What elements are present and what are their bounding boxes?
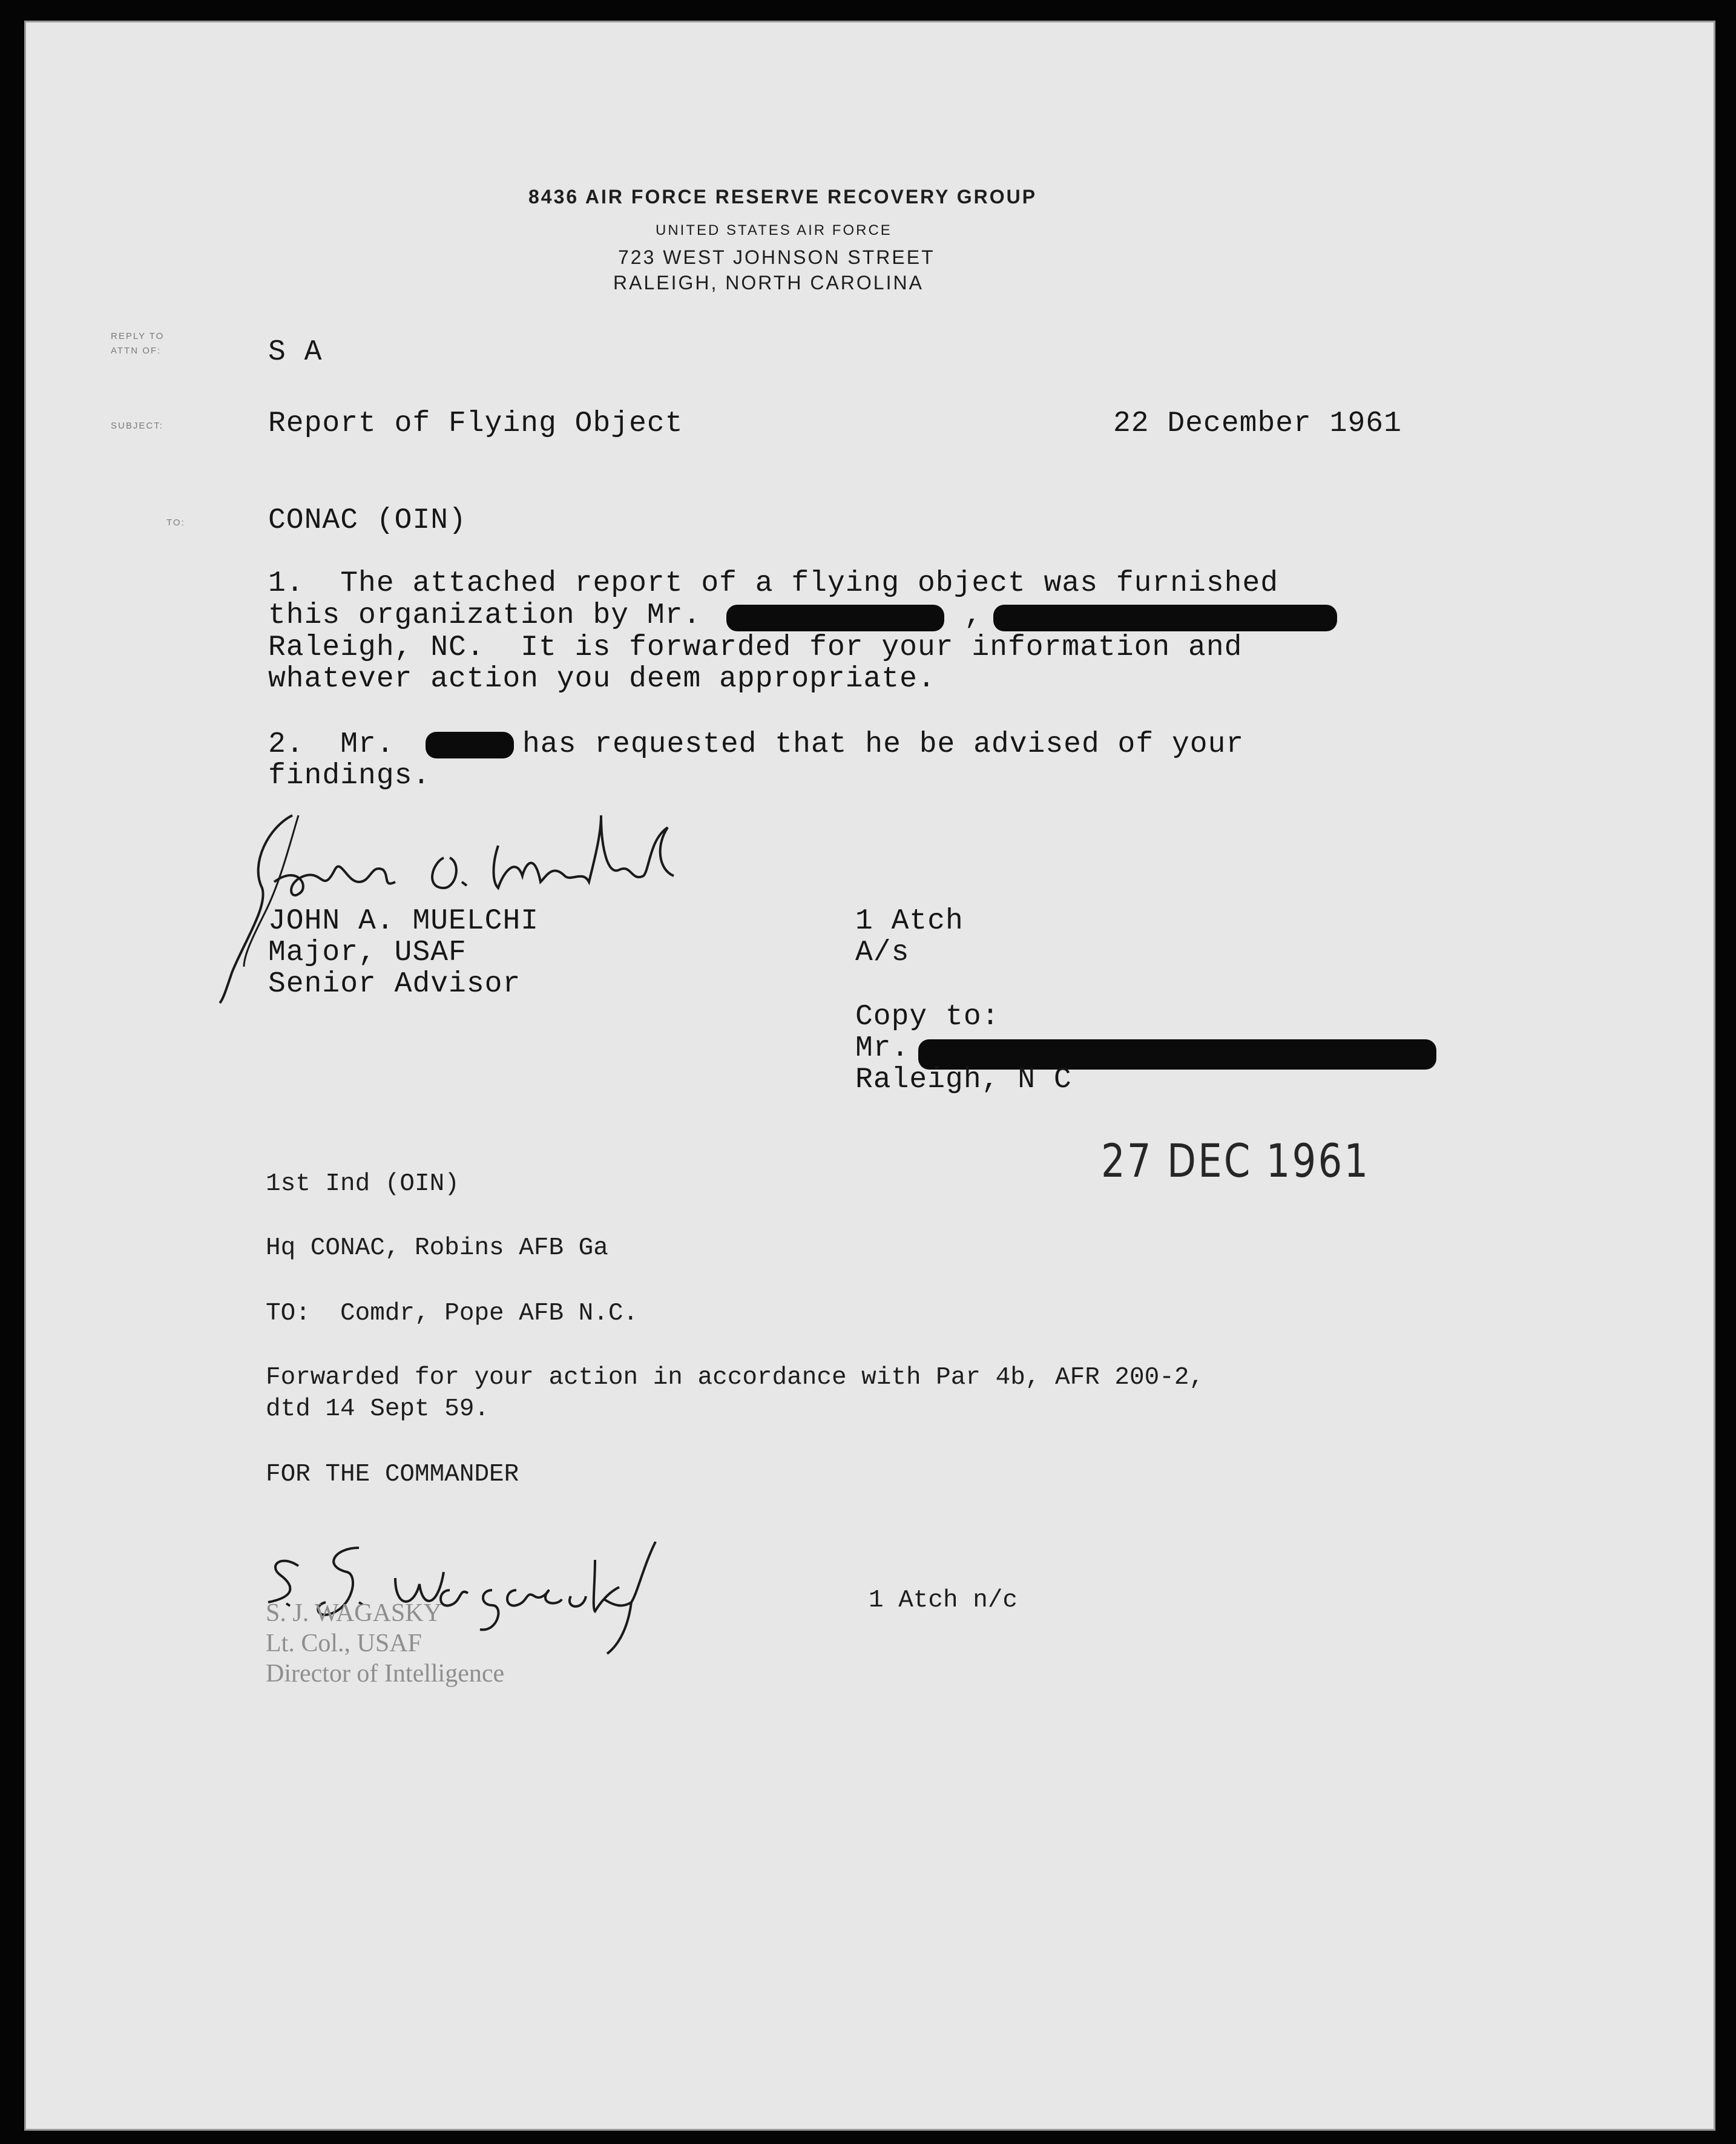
copy-to-label: Copy to: xyxy=(855,1001,1000,1033)
para2-line2: findings. xyxy=(268,760,431,792)
letterhead-unit: 8436 AIR FORCE RESERVE RECOVERY GROUP xyxy=(528,186,1037,208)
para1-line4: whatever action you deem appropriate. xyxy=(268,663,936,695)
copy-to-city: Raleigh, N C xyxy=(855,1064,1072,1096)
letterhead-service: UNITED STATES AIR FORCE xyxy=(656,222,892,238)
indorsement-closing: FOR THE COMMANDER xyxy=(266,1461,519,1488)
redaction-name-1 xyxy=(726,605,944,631)
subject-value: Report of Flying Object xyxy=(268,407,683,440)
to-value: CONAC (OIN) xyxy=(268,504,467,537)
reply-to-label: REPLY TO xyxy=(111,331,165,341)
received-date-stamp: 27 DEC 1961 xyxy=(1101,1134,1370,1188)
indorsement-text-line2: dtd 14 Sept 59. xyxy=(266,1395,490,1423)
redaction-name-2 xyxy=(426,732,514,758)
reply-to-value: S A xyxy=(268,336,323,369)
para2-line1-end: has requested that he be advised of your xyxy=(522,728,1244,761)
letterhead-street: 723 WEST JOHNSON STREET xyxy=(618,246,935,268)
indorsement-heading: 1st Ind (OIN) xyxy=(266,1170,459,1198)
indorsement-attachment: 1 Atch n/c xyxy=(869,1587,1018,1614)
para1-line3: Raleigh, NC. It is forwarded for your information and xyxy=(268,631,1243,664)
copy-to-mr: Mr. xyxy=(855,1032,910,1065)
para1-comma: , xyxy=(964,599,982,632)
para1-line1: 1. The attached report of a flying object was furnished xyxy=(268,567,1279,600)
document-page xyxy=(24,21,1715,2131)
to-label: TO: xyxy=(166,518,185,528)
indorsement-signer-title: Director of Intelligence xyxy=(266,1660,505,1688)
letterhead-city: RALEIGH, NORTH CAROLINA xyxy=(613,272,924,294)
subject-label: SUBJECT: xyxy=(111,421,163,431)
indorsement-text-line1: Forwarded for your action in accordance with Par 4b, AFR 200-2, xyxy=(266,1364,1205,1392)
indorsement-signer-name: S. J. WAGASKY xyxy=(266,1599,442,1627)
attachment-count: 1 Atch xyxy=(855,905,964,938)
attn-of-label: ATTN OF: xyxy=(111,346,162,356)
indorsement-signer-rank: Lt. Col., USAF xyxy=(266,1629,422,1657)
para2-line1-start: 2. Mr. xyxy=(268,728,395,761)
signer-rank: Major, USAF xyxy=(268,936,467,969)
redaction-address xyxy=(993,605,1337,631)
signer-name: JOHN A. MUELCHI xyxy=(268,905,539,938)
para1-line2: this organization by Mr. xyxy=(268,599,702,632)
indorsement-from: Hq CONAC, Robins AFB Ga xyxy=(266,1234,608,1262)
indorsement-to: TO: Comdr, Pope AFB N.C. xyxy=(266,1300,639,1327)
signer-title: Senior Advisor xyxy=(268,968,521,1001)
attachment-item: A/s xyxy=(855,936,910,969)
letter-date: 22 December 1961 xyxy=(1113,407,1402,440)
